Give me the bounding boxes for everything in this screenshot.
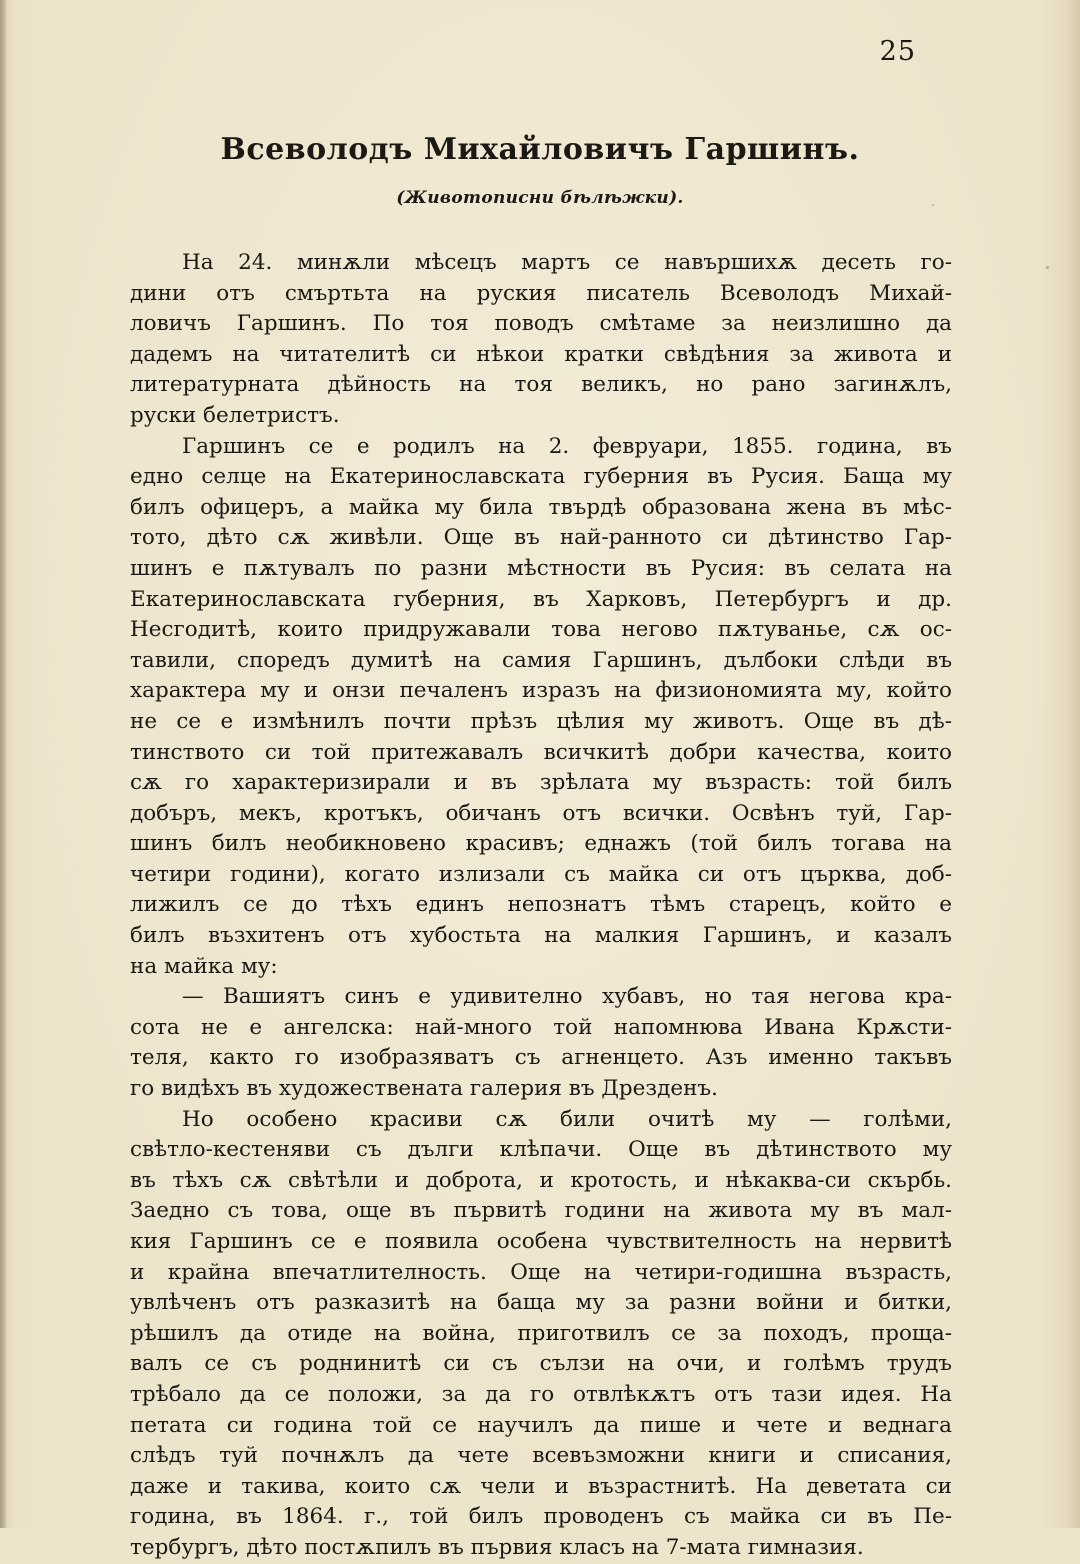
paragraph xyxy=(130,982,952,1104)
text-line: година, въ 1864. г., той билъ проводенъ съ майка си въ Пе- xyxy=(130,1504,952,1530)
text-line: рѣшилъ да отиде на война, приготвилъ се за походъ, проща- xyxy=(130,1320,952,1346)
text-line: литературната дѣйность на тоя великъ, но рано загинѫлъ, xyxy=(130,372,952,398)
text-line: тинството си той притежавалъ всичкитѣ добри качества, които xyxy=(130,739,952,765)
text-line: сота не е ангелска: най-много той напомнюва Ивана Крѫсти- xyxy=(130,1014,952,1040)
paper-speckle xyxy=(932,204,934,206)
paragraph xyxy=(130,1105,952,1564)
text-line: трѣбало да се положи, за да го отвлѣкѫтъ отъ тази идея. На xyxy=(130,1381,952,1407)
text-line: тавили, споредъ думитѣ на самия Гаршинъ, дълбоки слѣди въ xyxy=(130,647,952,673)
text-line: характера му и онзи печаленъ изразъ на физиономията му, който xyxy=(130,678,952,704)
text-line: даже и такива, които сѫ чели и възрастнитѣ. На деветата си xyxy=(130,1473,952,1499)
text-line: Но особено красиви сѫ били очитѣ му — голѣми, xyxy=(182,1106,952,1132)
text-line: четири години), когато излизали съ майка си отъ църква, доб- xyxy=(130,861,952,887)
article-body xyxy=(130,248,952,1564)
text-line: ловичъ Гаршинъ. По тоя поводъ смѣтаме за неизлишно да xyxy=(130,311,952,337)
text-line: валъ се съ роднинитѣ си съ сълзи на очи, и голѣмъ трудъ xyxy=(130,1351,952,1377)
text-line: и крайна впечатлителность. Още на четири-годишна възрасть, xyxy=(130,1259,952,1285)
text-line: го видѣхъ въ художествената галерия въ Дрезденъ. xyxy=(130,1076,718,1102)
text-line: тото, дѣто сѫ живѣли. Още въ най-ранното си дѣтинство Гар- xyxy=(130,525,952,551)
text-line: — Вашиятъ синъ е удивително хубавъ, но тая негова кра- xyxy=(182,984,952,1010)
text-line: дадемъ на читателитѣ си нѣкои кратки свѣдѣния за живота и xyxy=(130,341,952,367)
text-line: Екатеринославската губерния, въ Харковъ, Петербургъ и др. xyxy=(130,586,952,612)
page-binding-edge xyxy=(0,0,6,1528)
text-line: тербургъ, дѣто постѫпилъ въ първия класъ на 7-мата гимназия. xyxy=(130,1534,864,1560)
text-line: на майка му: xyxy=(130,953,278,979)
page-number: 25 xyxy=(879,36,916,67)
paragraph xyxy=(130,248,952,432)
text-line: петата си година той се научилъ да пише и чете и веднага xyxy=(130,1412,952,1438)
text-line: теля, както го изобразяватъ съ агненцето. Азъ именно такъвъ xyxy=(130,1045,952,1071)
text-line: дини отъ смъртьта на руския писатель Всеволодъ Михай- xyxy=(130,280,952,306)
article-title: Всеволодъ Михайловичъ Гаршинъ. xyxy=(220,132,860,167)
text-line: увлѣченъ отъ разказитѣ на баща му за разни войни и битки, xyxy=(130,1290,952,1316)
text-line: Гаршинъ се е родилъ на 2. февруари, 1855. година, въ xyxy=(182,433,952,459)
text-line: кия Гаршинъ се е появила особена чувствителность на нервитѣ xyxy=(130,1229,952,1254)
text-line: шинъ е пѫтувалъ по разни мѣстности въ Русия: въ селата на xyxy=(130,555,952,581)
paragraph xyxy=(130,432,952,983)
text-line: сѫ го характеризирали и въ зрѣлата му възрасть: той билъ xyxy=(130,770,952,796)
text-line: не се е измѣнилъ почти прѣзъ цѣлия му животъ. Още въ дѣ- xyxy=(130,708,952,734)
text-line: свѣтло-кестеняви съ дълги клѣпачи. Още въ дѣтинството му xyxy=(130,1137,952,1163)
text-line: въ тѣхъ сѫ свѣтѣли и доброта, и кротость, и нѣкаква-си скърбь. xyxy=(130,1167,952,1193)
text-line: едно селце на Екатеринославската губерния въ Русия. Баща му xyxy=(130,464,952,490)
text-line: лижилъ се до тѣхъ единъ непознатъ тѣмъ старецъ, който е xyxy=(130,892,952,918)
text-line: На 24. минѫли мѣсецъ мартъ се навършихѫ десеть го- xyxy=(182,250,952,275)
paper-speckle xyxy=(1046,266,1049,269)
text-line: билъ възхитенъ отъ хубостьта на малкия Гаршинъ, и казалъ xyxy=(130,923,952,949)
article-subtitle: (Животописни бѣлѣжки). xyxy=(396,188,684,208)
text-line: шинъ билъ необикновено красивъ; еднажъ (той билъ тогава на xyxy=(130,831,952,857)
text-line: слѣдъ туй почнѫлъ да чете всевъзможни книги и списания, xyxy=(130,1443,952,1469)
text-line: добъръ, мекъ, кротъкъ, обичанъ отъ всички. Освѣнъ туй, Гар- xyxy=(130,800,952,826)
text-line: билъ офицеръ, а майка му била твърдѣ образована жена въ мѣс- xyxy=(130,494,952,520)
text-line: Несгодитѣ, които придружавали това негово пѫтуванье, сѫ ос- xyxy=(130,617,952,643)
text-line: Заедно съ това, още въ първитѣ години на живота му въ мал- xyxy=(130,1198,952,1224)
text-line: руски белетристъ. xyxy=(130,402,340,428)
